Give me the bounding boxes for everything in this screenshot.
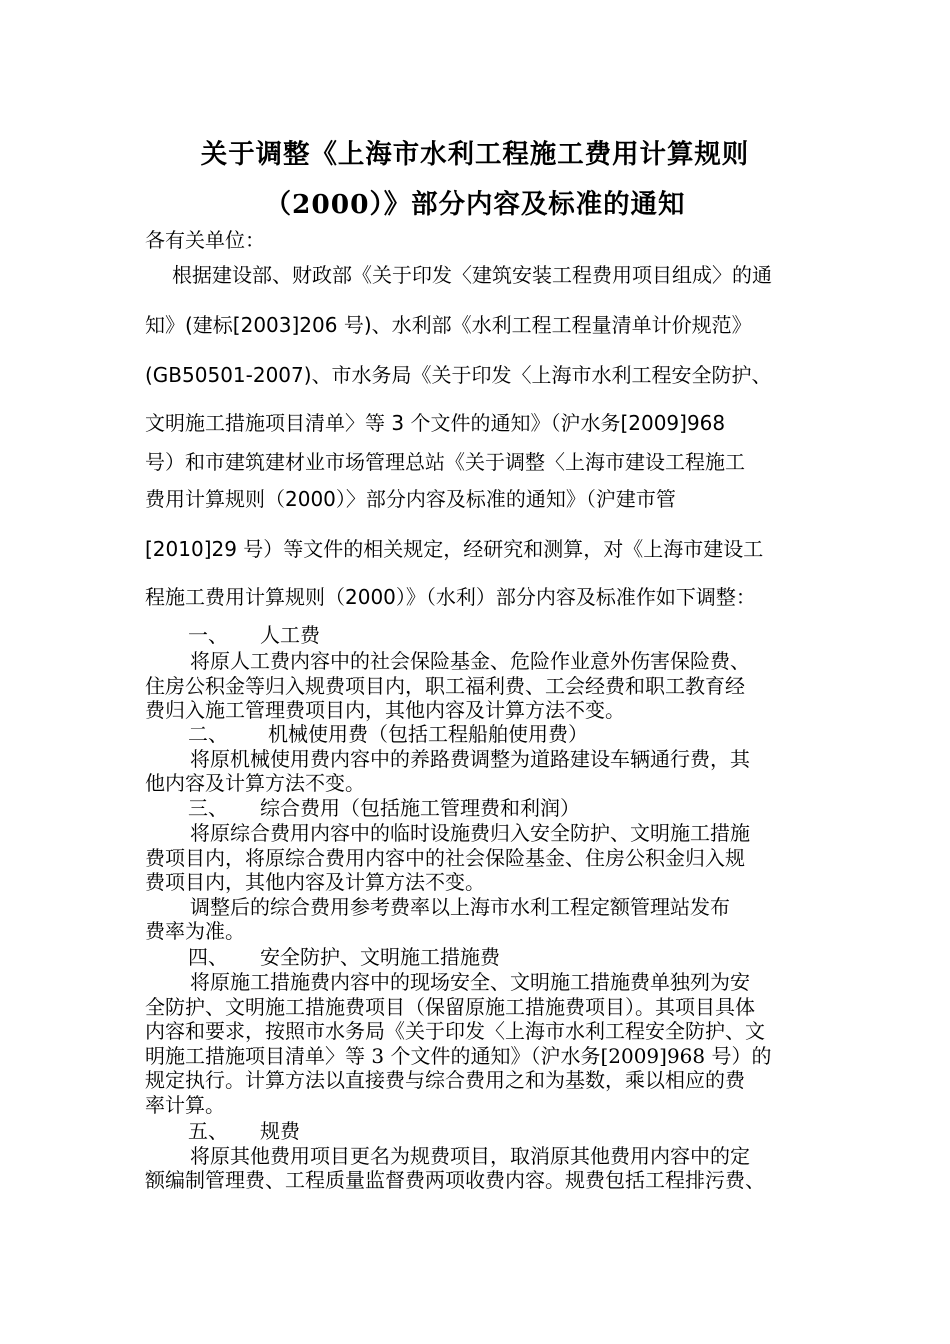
intro-line: 根据建设部、财政部《关于印发〈建筑安装工程费用项目组成〉的通 — [172, 263, 772, 287]
paragraph-line: 明施工措施项目清单〉等 3 个文件的通知》（沪水务[2009]968 号）的 — [145, 1044, 772, 1068]
section-number: 四、 — [188, 945, 228, 969]
intro-line: 文明施工措施项目清单〉等 3 个文件的通知》（沪水务[2009]968 — [145, 411, 726, 435]
section-number: 一、 — [188, 623, 228, 647]
paragraph-line: 将原机械使用费内容中的养路费调整为道路建设车辆通行费，其 — [190, 747, 750, 771]
section-heading — [0, 622, 950, 648]
paragraph-line: 规定执行。计算方法以直接费与综合费用之和为基数，乘以相应的费 — [145, 1068, 745, 1092]
intro-line: (GB50501-2007)、市水务局《关于印发〈上海市水利工程安全防护、 — [145, 363, 772, 387]
section-heading — [0, 795, 950, 821]
section-title: 机械使用费（包括工程船舶使用费） — [268, 722, 588, 746]
paragraph-line: 将原其他费用项目更名为规费项目，取消原其他费用内容中的定 — [190, 1144, 750, 1168]
paragraph-line: 费率为准。 — [145, 919, 245, 943]
intro-line: 费用计算规则（2000）〉部分内容及标准的通知》（沪建市管 — [145, 487, 676, 511]
paragraph-line: 将原综合费用内容中的临时设施费归入安全防护、文明施工措施 — [190, 821, 750, 845]
section-number: 三、 — [188, 796, 228, 820]
paragraph-line: 将原施工措施费内容中的现场安全、文明施工措施费单独列为安 — [190, 970, 750, 994]
paragraph-line: 率计算。 — [145, 1093, 225, 1117]
section-heading — [0, 721, 950, 747]
section-number: 五、 — [188, 1119, 228, 1143]
salutation: 各有关单位： — [145, 228, 265, 252]
section-title: 人工费 — [260, 623, 320, 647]
section-heading — [0, 944, 950, 970]
paragraph-line: 调整后的综合费用参考费率以上海市水利工程定额管理站发布 — [190, 895, 730, 919]
paragraph-line: 他内容及计算方法不变。 — [145, 771, 365, 795]
intro-line: 知》(建标[2003]206 号)、水利部《水利工程工程量清单计价规范》 — [145, 313, 752, 337]
intro-line: [2010]29 号）等文件的相关规定，经研究和测算，对《上海市建设工 — [145, 537, 764, 561]
document-title-line-2: （2000）》部分内容及标准的通知 — [264, 189, 686, 220]
paragraph-line: 费归入施工管理费项目内，其他内容及计算方法不变。 — [145, 698, 625, 722]
document-title-line-1: 关于调整《上海市水利工程施工费用计算规则 — [200, 139, 750, 170]
section-heading — [0, 1118, 950, 1144]
paragraph-line: 费项目内，将原综合费用内容中的社会保险基金、住房公积金归入规 — [145, 846, 745, 870]
paragraph-line: 全防护、文明施工措施费项目（保留原施工措施费项目）。其项目具体 — [145, 995, 755, 1019]
section-title: 综合费用（包括施工管理费和利润） — [260, 796, 580, 820]
section-title: 规费 — [260, 1119, 300, 1143]
paragraph-line: 住房公积金等归入规费项目内，职工福利费、工会经费和职工教育经 — [145, 674, 745, 698]
paragraph-line: 额编制管理费、工程质量监督费两项收费内容。规费包括工程排污费、 — [145, 1168, 765, 1192]
paragraph-line: 内容和要求，按照市水务局《关于印发〈上海市水利工程安全防护、文 — [145, 1019, 765, 1043]
intro-line: 号）和市建筑建材业市场管理总站《关于调整〈上海市建设工程施工 — [145, 450, 745, 474]
section-title: 安全防护、文明施工措施费 — [260, 945, 500, 969]
paragraph-line: 将原人工费内容中的社会保险基金、危险作业意外伤害保险费、 — [190, 649, 750, 673]
paragraph-line: 费项目内，其他内容及计算方法不变。 — [145, 870, 485, 894]
section-number: 二、 — [188, 722, 228, 746]
intro-line: 程施工费用计算规则（2000）》（水利）部分内容及标准作如下调整： — [145, 585, 756, 609]
